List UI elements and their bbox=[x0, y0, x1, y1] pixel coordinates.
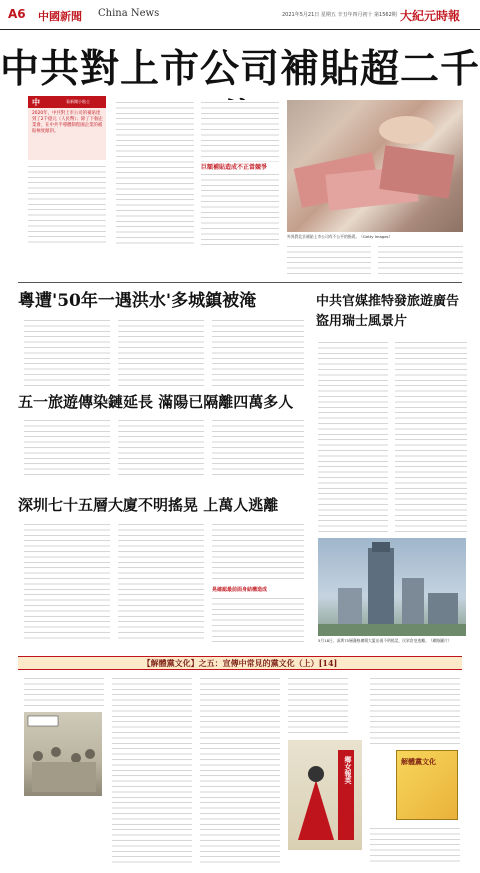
culture-body-1 bbox=[24, 676, 104, 706]
building-photo bbox=[318, 538, 466, 636]
building-illustration bbox=[318, 538, 466, 636]
lead-body-col-3 bbox=[201, 100, 279, 162]
issue-date: 2021年5月21日 星期五 辛丑年四月初十 第1562期 bbox=[282, 12, 397, 18]
flood-body-2 bbox=[118, 318, 204, 388]
lead-body-col-5 bbox=[378, 244, 463, 274]
page-header bbox=[0, 0, 480, 30]
culture-body-2 bbox=[112, 676, 192, 864]
culture-body-3 bbox=[200, 676, 280, 864]
lead-body-col-4 bbox=[287, 244, 371, 274]
lead-subhead: 巨額補貼造成不正當競爭 bbox=[201, 164, 268, 171]
flood-body-3 bbox=[212, 318, 304, 388]
cctv-body-1 bbox=[318, 340, 388, 536]
cctv-body-2 bbox=[395, 340, 467, 536]
culture-banner bbox=[18, 656, 462, 670]
shenzhen-subhead: 晃確認最前面身結構造成 bbox=[212, 587, 268, 593]
shenzhen-headline: 深圳七十五層大廈不明搖晃 上萬人逃離 bbox=[18, 496, 279, 514]
lead-headline: 中共對上市公司補貼超二千 bbox=[0, 46, 480, 92]
lead-body-col-3b bbox=[201, 172, 279, 246]
culture-photo-2-label: 鄉女報英 bbox=[344, 756, 352, 784]
shenzhen-body-4 bbox=[212, 596, 304, 642]
culture-photo-1 bbox=[24, 712, 102, 796]
sidebar-tag: 看新聞小貼士 bbox=[66, 99, 90, 104]
newspaper-brand: 大紀元時報 bbox=[400, 9, 461, 23]
money-illustration bbox=[287, 100, 463, 232]
culture-body-4 bbox=[288, 676, 348, 736]
book-cover bbox=[396, 750, 458, 820]
culture-body-6 bbox=[370, 826, 460, 864]
shenzhen-body-1 bbox=[24, 522, 110, 642]
lead-body-col-1 bbox=[28, 164, 106, 246]
tourism-body-1 bbox=[24, 418, 110, 478]
culture-body-5 bbox=[370, 676, 460, 746]
lead-sidebar bbox=[28, 96, 106, 160]
crowd-illustration bbox=[24, 712, 102, 796]
tourism-body-2 bbox=[118, 418, 204, 478]
page-number: A6 bbox=[8, 7, 26, 21]
book-cover-title: 解體黨文化 bbox=[401, 757, 436, 766]
sidebar-text: 2020年，中共對上市公司的補貼達到了2千億元（人民幣）；除了下個企業會，在中共半導體制程國企業的補貼極度傾斜。 bbox=[32, 111, 103, 134]
tourism-headline: 五一旅遊傳染鏈延長 滿陽已隔離四萬多人 bbox=[18, 393, 294, 411]
building-photo-caption: 5月18日，深圳75層賽格廣場大廈出現不明搖晃，民眾倉皇逃離。（網路圖片） bbox=[318, 638, 452, 643]
flood-body-1 bbox=[24, 318, 110, 388]
lead-body-col-2 bbox=[116, 100, 194, 246]
lead-photo-caption: 外界對北京補貼上市公司有不公平的指責。（Getty Images） bbox=[287, 234, 393, 239]
section-name: 中國新聞 bbox=[38, 10, 82, 23]
culture-photo-2 bbox=[288, 740, 362, 850]
sidebar-title: 中 bbox=[32, 98, 40, 107]
tourism-body-3 bbox=[212, 418, 304, 478]
lead-photo bbox=[287, 100, 463, 232]
divider bbox=[18, 282, 462, 283]
culture-banner-title: 【解體黨文化】之五：宣傳中常見的黨文化（上）[14] bbox=[142, 658, 338, 668]
cctv-headline: 中共官媒推特發旅遊廣告 盜用瑞士風景片 bbox=[316, 294, 460, 329]
shenzhen-body-3 bbox=[212, 522, 304, 582]
shenzhen-body-2 bbox=[118, 522, 204, 642]
section-name-en: China News bbox=[98, 8, 160, 19]
flood-headline: 粵遭'50年一遇洪水'多城鎮被淹 bbox=[18, 291, 257, 311]
